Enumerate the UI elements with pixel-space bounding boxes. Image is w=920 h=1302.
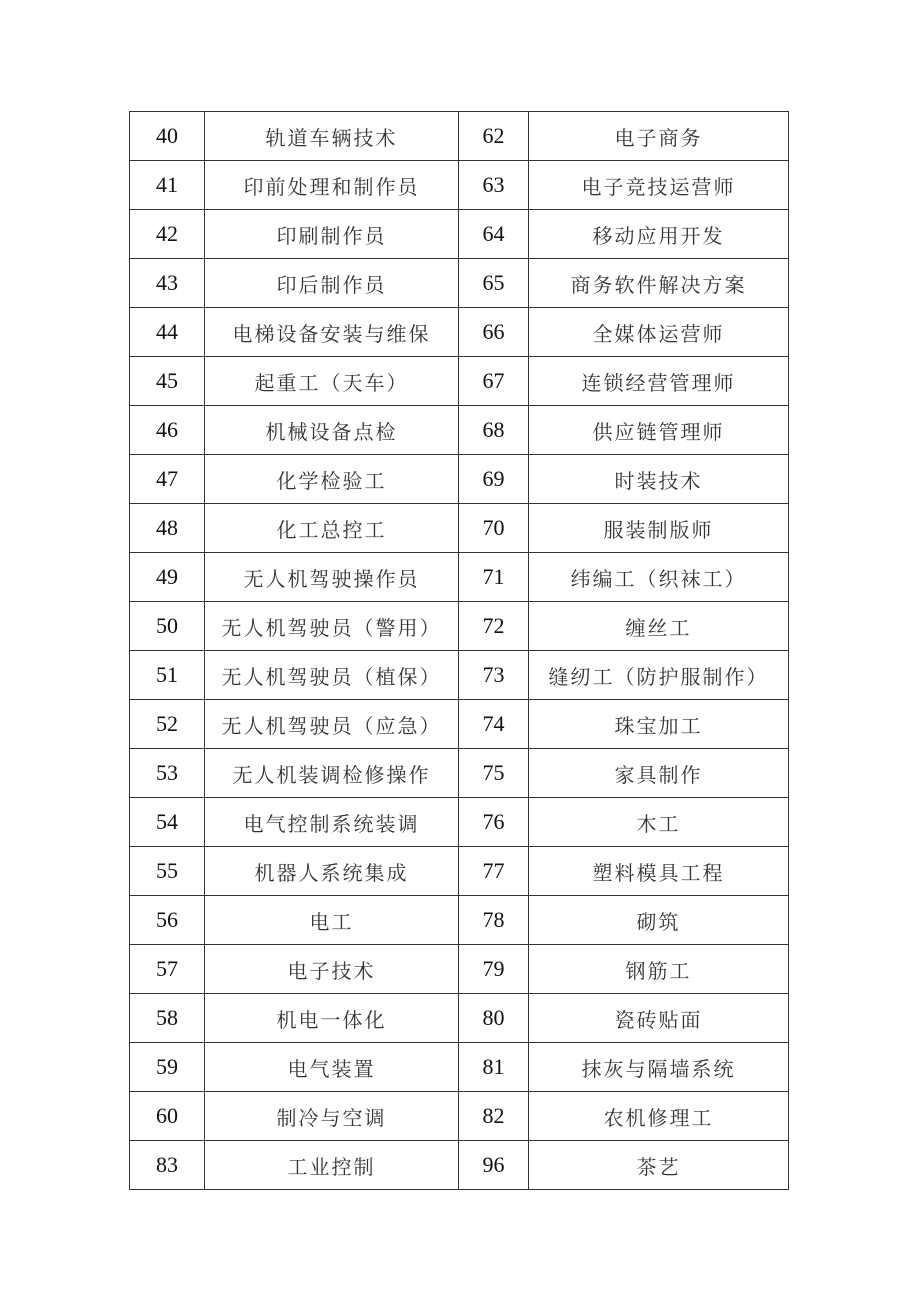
right-number-cell: 68	[459, 406, 529, 455]
right-occupation-cell: 砌筑	[529, 896, 789, 945]
right-occupation-cell: 时装技术	[529, 455, 789, 504]
right-number-cell: 73	[459, 651, 529, 700]
right-number-cell: 66	[459, 308, 529, 357]
right-occupation-cell: 服装制版师	[529, 504, 789, 553]
left-number-cell: 42	[130, 210, 205, 259]
table-row	[130, 749, 789, 798]
left-number-cell: 48	[130, 504, 205, 553]
occupation-table	[129, 111, 789, 1190]
table-row	[130, 798, 789, 847]
right-number-cell: 70	[459, 504, 529, 553]
left-number-cell: 57	[130, 945, 205, 994]
left-occupation-cell: 轨道车辆技术	[205, 112, 459, 161]
right-number-cell: 76	[459, 798, 529, 847]
right-number-cell: 78	[459, 896, 529, 945]
left-occupation-cell: 化学检验工	[205, 455, 459, 504]
right-number-cell: 77	[459, 847, 529, 896]
left-number-cell: 40	[130, 112, 205, 161]
table-row	[130, 455, 789, 504]
table-row	[130, 1141, 789, 1190]
left-occupation-cell: 无人机装调检修操作	[205, 749, 459, 798]
left-number-cell: 50	[130, 602, 205, 651]
table-row	[130, 553, 789, 602]
left-number-cell: 83	[130, 1141, 205, 1190]
table-row	[130, 210, 789, 259]
occupation-table-container	[129, 111, 789, 1190]
left-occupation-cell: 印刷制作员	[205, 210, 459, 259]
table-row	[130, 504, 789, 553]
table-row	[130, 847, 789, 896]
table-row	[130, 1043, 789, 1092]
table-body	[130, 112, 789, 1190]
right-number-cell: 79	[459, 945, 529, 994]
table-row	[130, 112, 789, 161]
right-number-cell: 62	[459, 112, 529, 161]
right-occupation-cell: 全媒体运营师	[529, 308, 789, 357]
left-number-cell: 52	[130, 700, 205, 749]
left-occupation-cell: 无人机驾驶员（应急）	[205, 700, 459, 749]
left-number-cell: 56	[130, 896, 205, 945]
right-occupation-cell: 移动应用开发	[529, 210, 789, 259]
table-row	[130, 602, 789, 651]
table-row	[130, 651, 789, 700]
right-number-cell: 96	[459, 1141, 529, 1190]
left-number-cell: 60	[130, 1092, 205, 1141]
table-row	[130, 945, 789, 994]
table-row	[130, 406, 789, 455]
right-occupation-cell: 农机修理工	[529, 1092, 789, 1141]
right-occupation-cell: 供应链管理师	[529, 406, 789, 455]
table-row	[130, 896, 789, 945]
left-occupation-cell: 无人机驾驶员（警用）	[205, 602, 459, 651]
table-row	[130, 994, 789, 1043]
right-occupation-cell: 家具制作	[529, 749, 789, 798]
left-number-cell: 51	[130, 651, 205, 700]
right-occupation-cell: 木工	[529, 798, 789, 847]
right-occupation-cell: 缝纫工（防护服制作）	[529, 651, 789, 700]
right-number-cell: 69	[459, 455, 529, 504]
right-number-cell: 80	[459, 994, 529, 1043]
left-number-cell: 46	[130, 406, 205, 455]
left-number-cell: 47	[130, 455, 205, 504]
left-occupation-cell: 机电一体化	[205, 994, 459, 1043]
left-number-cell: 55	[130, 847, 205, 896]
right-number-cell: 75	[459, 749, 529, 798]
left-occupation-cell: 机械设备点检	[205, 406, 459, 455]
left-number-cell: 58	[130, 994, 205, 1043]
right-occupation-cell: 珠宝加工	[529, 700, 789, 749]
left-occupation-cell: 机器人系统集成	[205, 847, 459, 896]
right-occupation-cell: 电子商务	[529, 112, 789, 161]
right-number-cell: 74	[459, 700, 529, 749]
left-occupation-cell: 起重工（天车）	[205, 357, 459, 406]
right-occupation-cell: 电子竞技运营师	[529, 161, 789, 210]
right-number-cell: 63	[459, 161, 529, 210]
right-occupation-cell: 瓷砖贴面	[529, 994, 789, 1043]
left-number-cell: 44	[130, 308, 205, 357]
right-occupation-cell: 纬编工（织袜工）	[529, 553, 789, 602]
left-occupation-cell: 工业控制	[205, 1141, 459, 1190]
left-occupation-cell: 电梯设备安装与维保	[205, 308, 459, 357]
right-occupation-cell: 连锁经营管理师	[529, 357, 789, 406]
left-occupation-cell: 无人机驾驶员（植保）	[205, 651, 459, 700]
right-number-cell: 82	[459, 1092, 529, 1141]
right-number-cell: 72	[459, 602, 529, 651]
left-number-cell: 41	[130, 161, 205, 210]
left-occupation-cell: 化工总控工	[205, 504, 459, 553]
right-number-cell: 67	[459, 357, 529, 406]
left-occupation-cell: 制冷与空调	[205, 1092, 459, 1141]
left-number-cell: 54	[130, 798, 205, 847]
right-occupation-cell: 茶艺	[529, 1141, 789, 1190]
table-row	[130, 308, 789, 357]
left-number-cell: 49	[130, 553, 205, 602]
left-occupation-cell: 印后制作员	[205, 259, 459, 308]
table-row	[130, 161, 789, 210]
right-occupation-cell: 钢筋工	[529, 945, 789, 994]
right-occupation-cell: 塑料模具工程	[529, 847, 789, 896]
table-row	[130, 1092, 789, 1141]
left-number-cell: 53	[130, 749, 205, 798]
left-number-cell: 59	[130, 1043, 205, 1092]
right-number-cell: 65	[459, 259, 529, 308]
left-occupation-cell: 印前处理和制作员	[205, 161, 459, 210]
left-occupation-cell: 电气装置	[205, 1043, 459, 1092]
left-number-cell: 43	[130, 259, 205, 308]
right-occupation-cell: 抹灰与隔墙系统	[529, 1043, 789, 1092]
table-row	[130, 259, 789, 308]
left-occupation-cell: 无人机驾驶操作员	[205, 553, 459, 602]
left-number-cell: 45	[130, 357, 205, 406]
right-occupation-cell: 缠丝工	[529, 602, 789, 651]
table-row	[130, 700, 789, 749]
left-occupation-cell: 电工	[205, 896, 459, 945]
left-occupation-cell: 电子技术	[205, 945, 459, 994]
right-number-cell: 81	[459, 1043, 529, 1092]
right-number-cell: 64	[459, 210, 529, 259]
left-occupation-cell: 电气控制系统装调	[205, 798, 459, 847]
table-row	[130, 357, 789, 406]
right-occupation-cell: 商务软件解决方案	[529, 259, 789, 308]
right-number-cell: 71	[459, 553, 529, 602]
